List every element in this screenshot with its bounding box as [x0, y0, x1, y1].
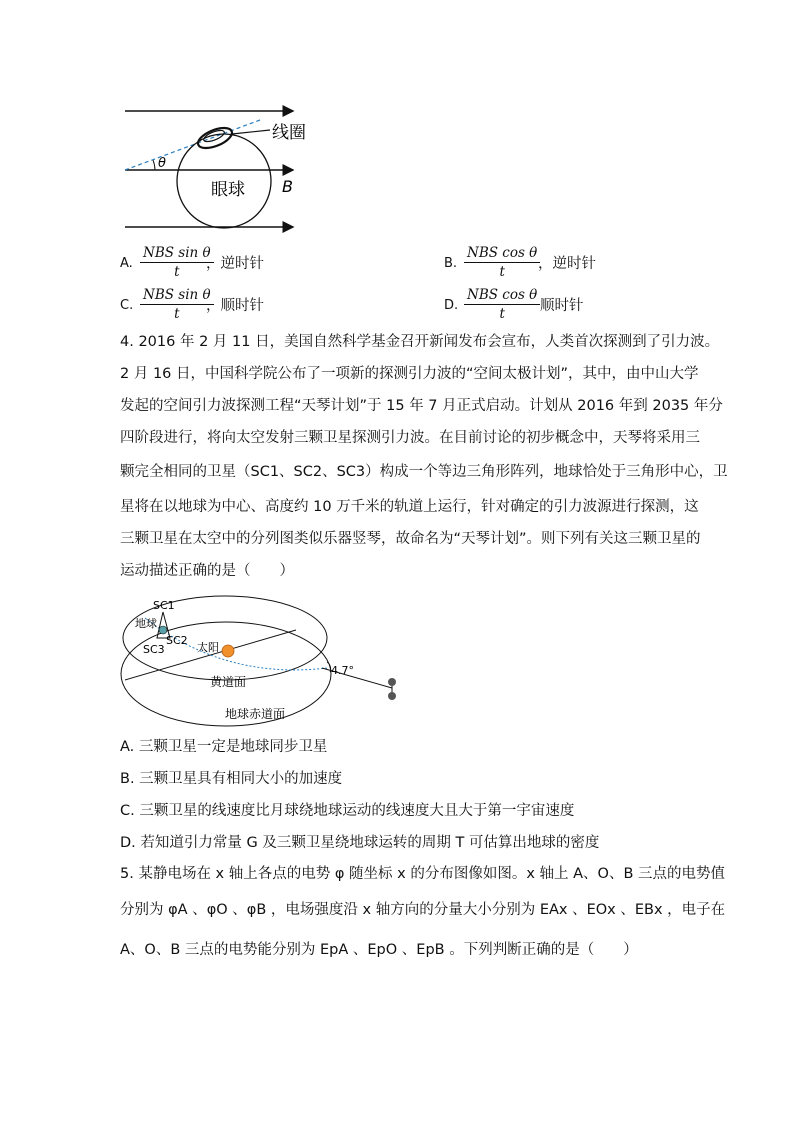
q5-line-1: 5. 某静电场在 x 轴上各点的电势 φ 随坐标 x 的分布图像如图。x 轴上 A、O、B 三点的电势值 — [120, 866, 726, 882]
option-fraction — [140, 286, 214, 323]
option-fraction — [140, 244, 214, 281]
field-label: B — [282, 177, 293, 196]
option-suffix: ，逆时针 — [206, 256, 264, 272]
q4-line-4: 四阶段进行，将向太空发射三颗卫星探测引力波。在目前讨论的初步概念中，天琴将采用三 — [120, 430, 700, 446]
sun-dot — [222, 645, 234, 657]
fraction-numerator: NBS sin θ — [140, 286, 214, 305]
q4-option-d[interactable]: D. 若知道引力常量 G 及三颗卫星绕地球运转的周期 T 可估算出地球的密度 — [120, 835, 600, 851]
q4-line-6: 星将在以地球为中心、高度约 10 万千米的轨道上运行，针对确定的引力波源进行探测，这 — [120, 499, 699, 515]
q4-option-b[interactable]: B. 三颗卫星具有相同大小的加速度 — [120, 771, 343, 787]
earth-label: 地球 — [135, 617, 157, 630]
theta-arc — [153, 160, 155, 170]
orbit-planes-figure — [115, 590, 415, 735]
q4-option-a[interactable]: A. 三颗卫星一定是地球同步卫星 — [120, 739, 328, 755]
sun-label: 太阳 — [197, 641, 219, 654]
option-suffix: 顺时针 — [540, 298, 584, 314]
sc2-label: SC2 — [166, 634, 188, 647]
satellite-dot-lower — [388, 692, 396, 700]
q5-line-2: 分别为 φA 、φO 、φB ，电场强度沿 x 轴方向的分量大小分别为 EAx 、EOx 、EBx ，电子在 — [120, 902, 726, 918]
coil-ellipse — [195, 124, 234, 152]
fraction-denominator: t — [174, 264, 180, 280]
option-letter: A. — [120, 256, 133, 271]
q5-line-3: A、O、B 三点的电势能分别为 EpA 、EpO 、EpB 。下列判断正确的是（ ） — [120, 942, 638, 958]
option-letter: B. — [444, 256, 458, 271]
option-fraction — [464, 244, 540, 281]
q4-option-c[interactable]: C. 三颗卫星的线速度比月球绕地球运动的线速度大且大于第一宇宙速度 — [120, 803, 575, 819]
ecliptic-label: 黄道面 — [210, 675, 247, 689]
q4-line-7: 三颗卫星在太空中的分列图类似乐器竖琴，故命名为“天琴计划”。则下列有关这三颗卫星的 — [120, 531, 701, 547]
fraction-denominator: t — [499, 306, 505, 322]
fraction-numerator: NBS sin θ — [140, 244, 214, 263]
angle-label: 4.7° — [331, 664, 354, 677]
option-letter: C. — [120, 298, 134, 313]
option-letter: D. — [444, 298, 459, 313]
fraction-denominator: t — [174, 306, 180, 322]
earth-dot — [159, 626, 167, 634]
q4-line-2: 2 月 16 日，中国科学院公布了一项新的探测引力波的“空间太极计划”，其中，由中山大学 — [120, 366, 699, 382]
eyeball-coil-figure — [110, 100, 320, 235]
option-fraction — [464, 286, 540, 323]
q4-line-3: 发起的空间引力波探测工程“天琴计划”于 15 年 7 月正式启动。计划从 2016 年到 2035 年分 — [120, 398, 723, 414]
q4-line-5: 颗完全相同的卫星（SC1、SC2、SC3）构成一个等边三角形阵列，地球恰处于三角形中心，卫 — [120, 464, 728, 480]
sc1-label: SC1 — [153, 599, 175, 612]
q4-line-8: 运动描述正确的是（ ） — [120, 563, 294, 579]
fraction-numerator: NBS cos θ — [464, 286, 540, 305]
q4-line-1: 4. 2016 年 2 月 11 日，美国自然科学基金召开新闻发布会宣布，人类首次探测到了引力波。 — [120, 334, 720, 350]
fraction-denominator: t — [499, 264, 505, 280]
coil-plane-dashed-line — [125, 120, 260, 170]
sc3-label: SC3 — [143, 643, 165, 656]
coil-label: 线圈 — [272, 123, 306, 143]
equator-label: 地球赤道面 — [225, 707, 286, 721]
coil-leader-line — [232, 130, 270, 134]
option-suffix: ，顺时针 — [206, 298, 264, 314]
eyeball-label: 眼球 — [211, 180, 245, 200]
option-suffix: ，逆时针 — [538, 256, 596, 272]
theta-label: θ — [158, 156, 166, 171]
satellite-dot-upper — [388, 678, 396, 686]
fraction-numerator: NBS cos θ — [464, 244, 540, 263]
